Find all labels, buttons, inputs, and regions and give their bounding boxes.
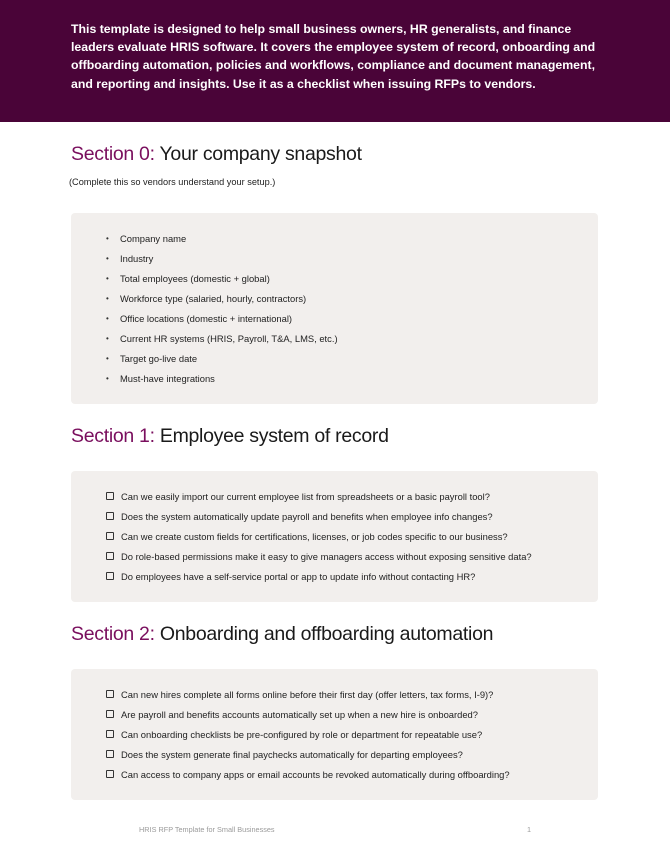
checklist-item[interactable]: Can we easily import our current employee list from spreadsheets or a basic payroll tool?: [106, 489, 490, 503]
bullet-icon: •: [106, 293, 109, 303]
checklist-item[interactable]: Do role-based permissions make it easy to give managers access without exposing sensitive data?: [106, 549, 532, 563]
intro-banner: [0, 0, 670, 122]
section-2-card: [71, 669, 598, 800]
checklist-item[interactable]: Does the system automatically update payroll and benefits when employee info changes?: [106, 509, 493, 523]
bullet-icon: •: [106, 253, 109, 263]
intro-text: This template is designed to help small business owners, HR generalists, and finance leaders evaluate HRIS software. It covers the employee system of record, onboarding and offboarding automation, policies and workflows, compliance and document management, and reporting and insights. Use it as a checklist when issuing RFPs to vendors.: [71, 22, 596, 91]
section-0-note: (Complete this so vendors understand your setup.): [69, 177, 276, 187]
checkbox-icon[interactable]: [106, 552, 114, 560]
list-item: • Must-have integrations: [106, 372, 215, 384]
checklist-item[interactable]: Can onboarding checklists be pre-configured by role or department for repeatable use?: [106, 727, 482, 741]
page-number: 1: [527, 825, 532, 834]
checkbox-icon[interactable]: [106, 710, 114, 718]
bullet-icon: •: [106, 333, 109, 343]
checkbox-icon[interactable]: [106, 770, 114, 778]
checkbox-icon[interactable]: [106, 690, 114, 698]
section-2-title: Onboarding and offboarding automation: [159, 623, 494, 645]
section-1-title: Employee system of record: [159, 425, 389, 447]
checklist-item[interactable]: Can access to company apps or email accounts be revoked automatically during offboarding?: [106, 767, 510, 781]
bullet-icon: •: [106, 353, 109, 363]
list-item: • Total employees (domestic + global): [106, 272, 270, 284]
list-item: • Office locations (domestic + international): [106, 312, 293, 324]
bullet-icon: •: [106, 313, 109, 323]
checklist-item[interactable]: Can new hires complete all forms online before their first day (offer letters, tax forms, I-9)?: [106, 687, 493, 701]
section-0-prefix: Section 0:: [71, 143, 155, 165]
checkbox-icon[interactable]: [106, 750, 114, 758]
section-2-prefix: Section 2:: [71, 623, 155, 645]
checklist-item[interactable]: Do employees have a self-service portal or app to update info without contacting HR?: [106, 569, 475, 583]
section-1-heading: [71, 425, 389, 448]
bullet-icon: •: [106, 273, 109, 283]
section-0-heading: [71, 143, 362, 166]
checkbox-icon[interactable]: [106, 532, 114, 540]
checklist-item[interactable]: Are payroll and benefits accounts automatically set up when a new hire is onboarded?: [106, 707, 478, 721]
section-2-heading: [71, 623, 493, 646]
section-1-prefix: Section 1:: [71, 425, 155, 447]
bullet-icon: •: [106, 233, 109, 243]
checkbox-icon[interactable]: [106, 572, 114, 580]
checkbox-icon[interactable]: [106, 730, 114, 738]
section-0-title: Your company snapshot: [159, 143, 362, 165]
bullet-icon: •: [106, 373, 109, 383]
checkbox-icon[interactable]: [106, 492, 114, 500]
section-0-card: [71, 213, 598, 404]
list-item: • Industry: [106, 252, 154, 264]
checkbox-icon[interactable]: [106, 512, 114, 520]
section-1-card: [71, 471, 598, 602]
list-item: • Target go-live date: [106, 352, 198, 364]
checklist-item[interactable]: Does the system generate final paychecks automatically for departing employees?: [106, 747, 463, 761]
list-item: • Workforce type (salaried, hourly, contractors): [106, 292, 307, 304]
list-item: • Current HR systems (HRIS, Payroll, T&A, LMS, etc.): [106, 332, 338, 344]
list-item: • Company name: [106, 232, 187, 244]
footer-title: HRIS RFP Template for Small Businesses: [139, 825, 275, 834]
checklist-item[interactable]: Can we create custom fields for certifications, licenses, or job codes specific to our business?: [106, 529, 508, 543]
